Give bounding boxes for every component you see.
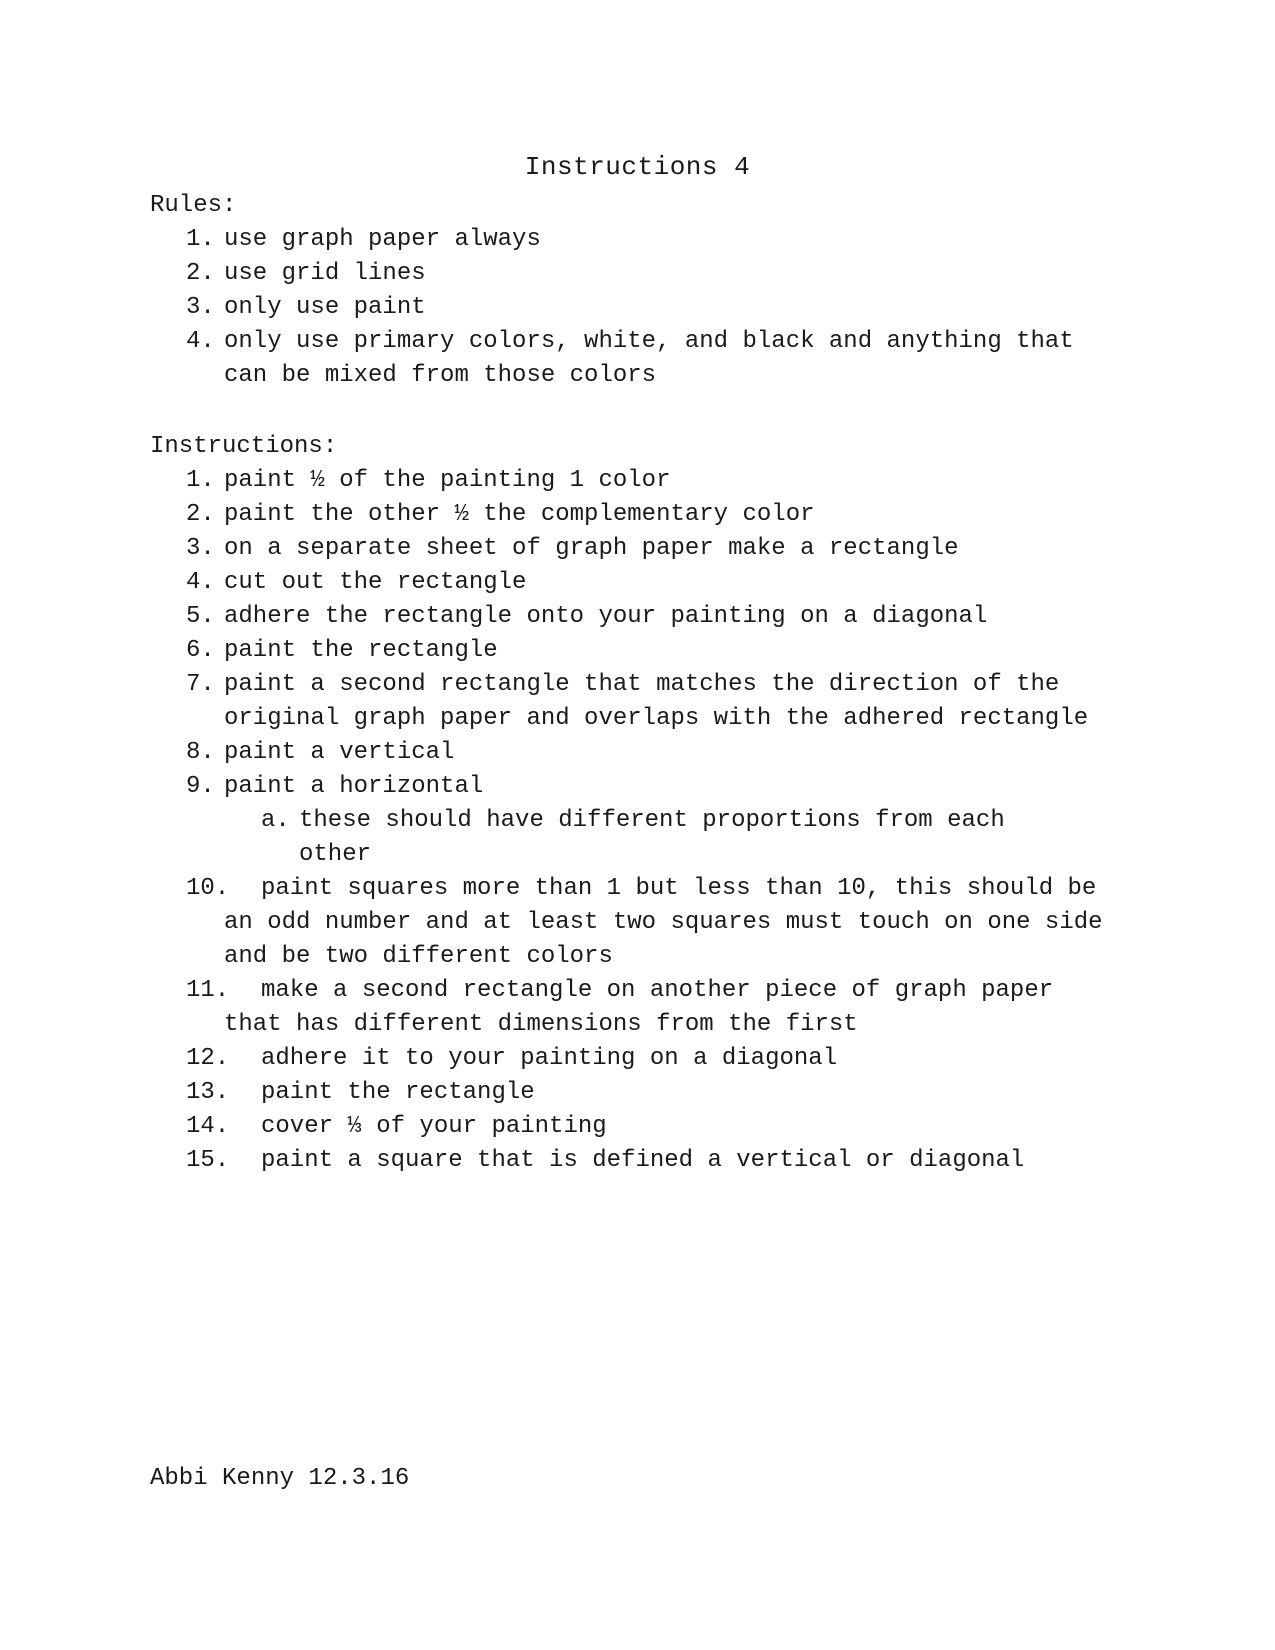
item-number: 12. [186, 1045, 230, 1072]
item-text: cut out the rectangle [224, 569, 527, 596]
list-item [0, 1144, 1124, 1178]
list-item [0, 1042, 1124, 1076]
rules-list [0, 223, 1124, 393]
list-item [0, 974, 1124, 1042]
list-item [0, 257, 1124, 291]
rules-heading: Rules: [150, 192, 237, 219]
item-text: cover ⅓ of your painting [261, 1113, 607, 1140]
list-item [0, 498, 1124, 532]
item-text: paint the rectangle [224, 637, 498, 664]
item-text: paint ½ of the painting 1 color [224, 467, 671, 494]
list-item [0, 566, 1124, 600]
item-text: adhere the rectangle onto your painting on a diagonal [224, 603, 988, 630]
item-text: paint a vertical [224, 739, 455, 766]
item-text: use graph paper always [224, 226, 541, 253]
item-text: paint the rectangle [261, 1079, 535, 1106]
item-number: 1. [186, 467, 215, 494]
item-text: paint the other ½ the complementary color [224, 501, 815, 528]
item-number: 14. [186, 1113, 230, 1140]
item-number: 2. [186, 501, 215, 528]
item-text: only use paint [224, 294, 426, 321]
item-text: make a second rectangle on another piece of graph paper that has different dimensions from the first [224, 977, 1068, 1038]
list-item [0, 1076, 1124, 1110]
list-item [0, 325, 1124, 393]
item-number: 10. [186, 875, 230, 902]
author-date-footer: Abbi Kenny 12.3.16 [150, 1465, 410, 1492]
item-number: 15. [186, 1147, 230, 1174]
list-item [0, 464, 1124, 498]
list-item [0, 668, 1124, 736]
item-text: paint a square that is defined a vertical or diagonal [261, 1147, 1025, 1174]
item-number: 11. [186, 977, 230, 1004]
instructions-heading: Instructions: [150, 433, 338, 460]
item-text: use grid lines [224, 260, 426, 287]
item-number: 6. [186, 637, 215, 664]
item-text: paint a horizontal [224, 773, 484, 800]
item-number: 8. [186, 739, 215, 766]
item-number: 4. [186, 569, 215, 596]
item-number: 3. [186, 535, 215, 562]
list-item [0, 736, 1124, 770]
item-number: 13. [186, 1079, 230, 1106]
item-number: 5. [186, 603, 215, 630]
list-item [0, 1110, 1124, 1144]
item-number: 4. [186, 328, 215, 355]
instructions-list [0, 464, 1124, 1178]
item-text: these should have different proportions from each other [299, 807, 1020, 868]
item-text: paint a second rectangle that matches the direction of the original graph paper and overlaps with the adhered rectangle [224, 671, 1089, 732]
document-title: Instructions 4 [524, 152, 751, 182]
item-number: 9. [186, 773, 215, 800]
list-item [0, 291, 1124, 325]
sub-list-item [0, 804, 1059, 872]
item-text: adhere it to your painting on a diagonal [261, 1045, 838, 1072]
list-item [0, 532, 1124, 566]
list-item [0, 223, 1124, 257]
item-number: 7. [186, 671, 215, 698]
list-item [0, 634, 1124, 668]
item-number: 2. [186, 260, 215, 287]
list-item [0, 600, 1124, 634]
item-number: 3. [186, 294, 215, 321]
item-text: only use primary colors, white, and black and anything that can be mixed from those colors [224, 328, 1089, 389]
item-number: a. [261, 807, 290, 834]
item-number: 1. [186, 226, 215, 253]
item-text: paint squares more than 1 but less than 10, this should be an odd number and at least two squares must touch on one side and be two different colors [224, 875, 1117, 970]
list-item [0, 770, 1124, 804]
list-item [0, 872, 1124, 974]
item-text: on a separate sheet of graph paper make a rectangle [224, 535, 959, 562]
